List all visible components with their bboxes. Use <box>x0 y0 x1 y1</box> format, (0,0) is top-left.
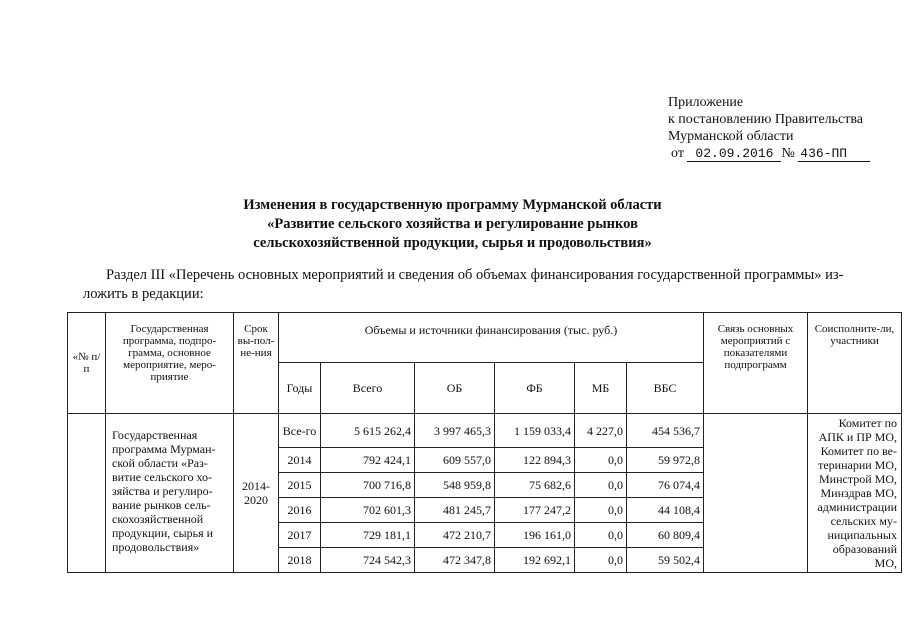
total-cell: 5 615 262,4 <box>321 414 415 448</box>
document-title <box>0 196 905 253</box>
appendix-title: Приложение <box>668 95 744 110</box>
mb-cell: 4 227,0 <box>575 414 627 448</box>
ob-cell: 3 997 465,3 <box>415 414 495 448</box>
intro-line-1: Раздел III «Перечень основных мероприятий и сведения об объемах финансирования государственной программы» из- <box>106 267 844 283</box>
header-link: Связь основных мероприятий с показателями подпрограмм <box>704 313 808 414</box>
intro-paragraph <box>83 266 883 304</box>
fb-cell: 75 682,6 <box>495 473 575 498</box>
total-cell: 792 424,1 <box>321 448 415 473</box>
mb-cell: 0,0 <box>575 523 627 548</box>
fb-cell: 196 161,0 <box>495 523 575 548</box>
year-cell: 2017 <box>279 523 321 548</box>
funding-table <box>67 312 902 573</box>
ob-cell: 472 347,8 <box>415 548 495 573</box>
header-years: Годы <box>279 363 321 414</box>
total-cell: 702 601,3 <box>321 498 415 523</box>
total-cell: 724 542,3 <box>321 548 415 573</box>
total-cell: 729 181,1 <box>321 523 415 548</box>
appendix-date-line <box>671 145 870 162</box>
number-prefix: № <box>781 146 795 161</box>
vbs-cell: 76 074,4 <box>627 473 704 498</box>
header-fb: ФБ <box>495 363 575 414</box>
year-cell: Все-го <box>279 414 321 448</box>
header-num: «№ п/п <box>68 313 106 414</box>
title-line-3: сельскохозяйственной продукции, сырья и продовольствия» <box>253 235 652 251</box>
fb-cell: 192 692,1 <box>495 548 575 573</box>
link-cell <box>704 414 808 573</box>
appendix-region: Мурманской области <box>668 129 794 144</box>
year-cell: 2015 <box>279 473 321 498</box>
title-line-2: «Развитие сельского хозяйства и регулирование рынков <box>267 216 638 232</box>
mb-cell: 0,0 <box>575 473 627 498</box>
intro-line-2: ложить в редакции: <box>83 286 204 302</box>
title-line-1: Изменения в государственную программу Мурманской области <box>243 197 662 213</box>
appendix-date: 02.09.2016 <box>687 147 781 162</box>
appendix-block <box>668 94 870 162</box>
row-num-cell <box>68 414 106 573</box>
total-cell: 700 716,8 <box>321 473 415 498</box>
header-period: Срок вы-пол-не-ния <box>234 313 279 414</box>
vbs-cell: 60 809,4 <box>627 523 704 548</box>
mb-cell: 0,0 <box>575 448 627 473</box>
appendix-number: 436-ПП <box>798 147 870 162</box>
table-row <box>68 414 902 448</box>
ob-cell: 548 959,8 <box>415 473 495 498</box>
ob-cell: 609 557,0 <box>415 448 495 473</box>
year-cell: 2014 <box>279 448 321 473</box>
mb-cell: 0,0 <box>575 498 627 523</box>
header-mb: МБ <box>575 363 627 414</box>
vbs-cell: 454 536,7 <box>627 414 704 448</box>
ob-cell: 472 210,7 <box>415 523 495 548</box>
header-total: Всего <box>321 363 415 414</box>
fb-cell: 122 894,3 <box>495 448 575 473</box>
program-period: 2014-2020 <box>234 414 279 573</box>
mb-cell: 0,0 <box>575 548 627 573</box>
header-vbs: ВБС <box>627 363 704 414</box>
header-partners: Соисполните-ли, участники <box>808 313 902 414</box>
program-name: Государственная программа Мурман-ской области «Раз-витие сельского хо-зяйства и регулиро-вание рынков сель-скохозяйственной продукции, сырья и продовольствия» <box>106 414 234 573</box>
date-prefix: от <box>671 146 684 161</box>
year-cell: 2016 <box>279 498 321 523</box>
header-program: Государственная программа, подпро-грамма, основное мероприятие, меро-приятие <box>106 313 234 414</box>
fb-cell: 1 159 033,4 <box>495 414 575 448</box>
ob-cell: 481 245,7 <box>415 498 495 523</box>
header-funding: Объемы и источники финансирования (тыс. руб.) <box>279 313 704 363</box>
vbs-cell: 59 502,4 <box>627 548 704 573</box>
partners-cell: Комитет по АПК и ПР МО, Комитет по ве-теринарии МО, Минстрой МО, Минздрав МО, администрации сельских му-ниципальных образований МО, <box>808 414 902 573</box>
header-ob: ОБ <box>415 363 495 414</box>
year-cell: 2018 <box>279 548 321 573</box>
vbs-cell: 44 108,4 <box>627 498 704 523</box>
fb-cell: 177 247,2 <box>495 498 575 523</box>
appendix-resolution: к постановлению Правительства <box>668 112 864 127</box>
vbs-cell: 59 972,8 <box>627 448 704 473</box>
